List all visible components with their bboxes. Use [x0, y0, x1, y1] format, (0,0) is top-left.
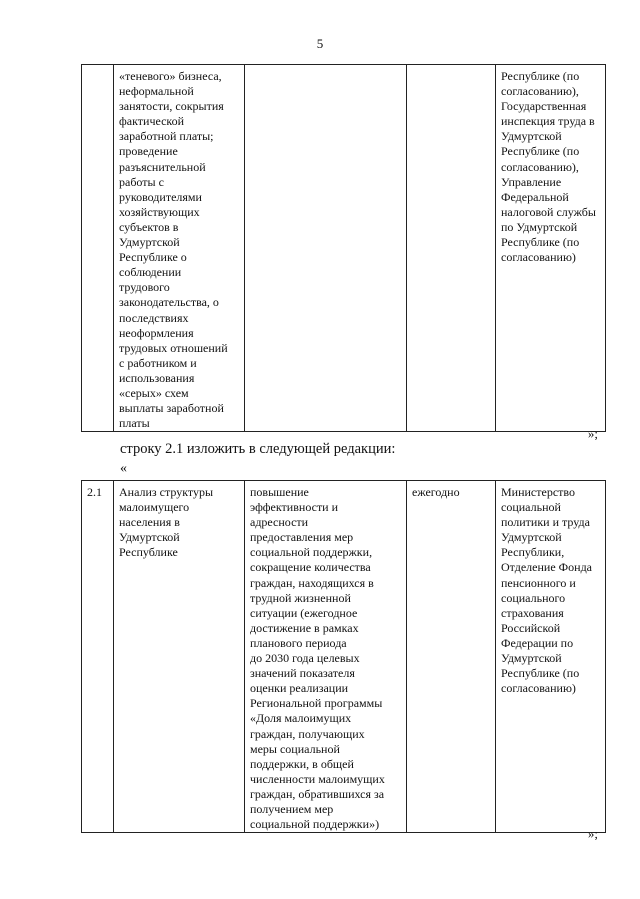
table-row: [82, 481, 606, 833]
cell-number: 2.1: [82, 481, 114, 833]
closing-quote-2: »;: [587, 826, 598, 841]
cell-executor: Министерство социальной политики и труда Удмуртской Республики, Отделение Фонда пенсионного и социального страхования Российской Федерации по Удмуртской Республике (по согласованию): [496, 481, 606, 833]
cell-result: [245, 65, 407, 432]
plan-table-row-2-1: [81, 480, 606, 833]
page-number: 5: [316, 36, 324, 51]
cell-measure: «теневого» бизнеса, неформальной занятости, сокрытия фактической заработной платы; проведение разъяснительной работы с руководителями хозяйствующих субъектов в Удмуртской Республике о соблюдении трудового законодательства, о последствиях неоформления трудовых отношений с работником и использования «серых» схем выплаты заработной платы: [114, 65, 245, 432]
table-row: [82, 65, 606, 432]
plan-table-continuation: [81, 64, 606, 432]
cell-period: [407, 65, 496, 432]
instruction-text: строку 2.1 изложить в следующей редакции:: [120, 441, 396, 457]
opening-quote: «: [120, 461, 127, 476]
cell-period: ежегодно: [407, 481, 496, 833]
cell-measure: Анализ структуры малоимущего населения в Удмуртской Республике: [114, 481, 245, 833]
cell-number: [82, 65, 114, 432]
cell-result: повышение эффективности и адресности предоставления мер социальной поддержки, сокращение количества граждан, находящихся в трудной жизненной ситуации (ежегодное достижение в рамках планового периода до 2030 года целевых значений показателя оценки реализации Региональной программы «Доля малоимущих граждан, получающих меры социальной поддержки, в общей численности малоимущих граждан, обратившихся за получением мер социальной поддержки»): [245, 481, 407, 833]
cell-executor: Республике (по согласованию), Государственная инспекция труда в Удмуртской Республике (по согласованию), Управление Федеральной налоговой службы по Удмуртской Республике (по согласованию): [496, 65, 606, 432]
closing-quote-1: »;: [587, 426, 598, 441]
